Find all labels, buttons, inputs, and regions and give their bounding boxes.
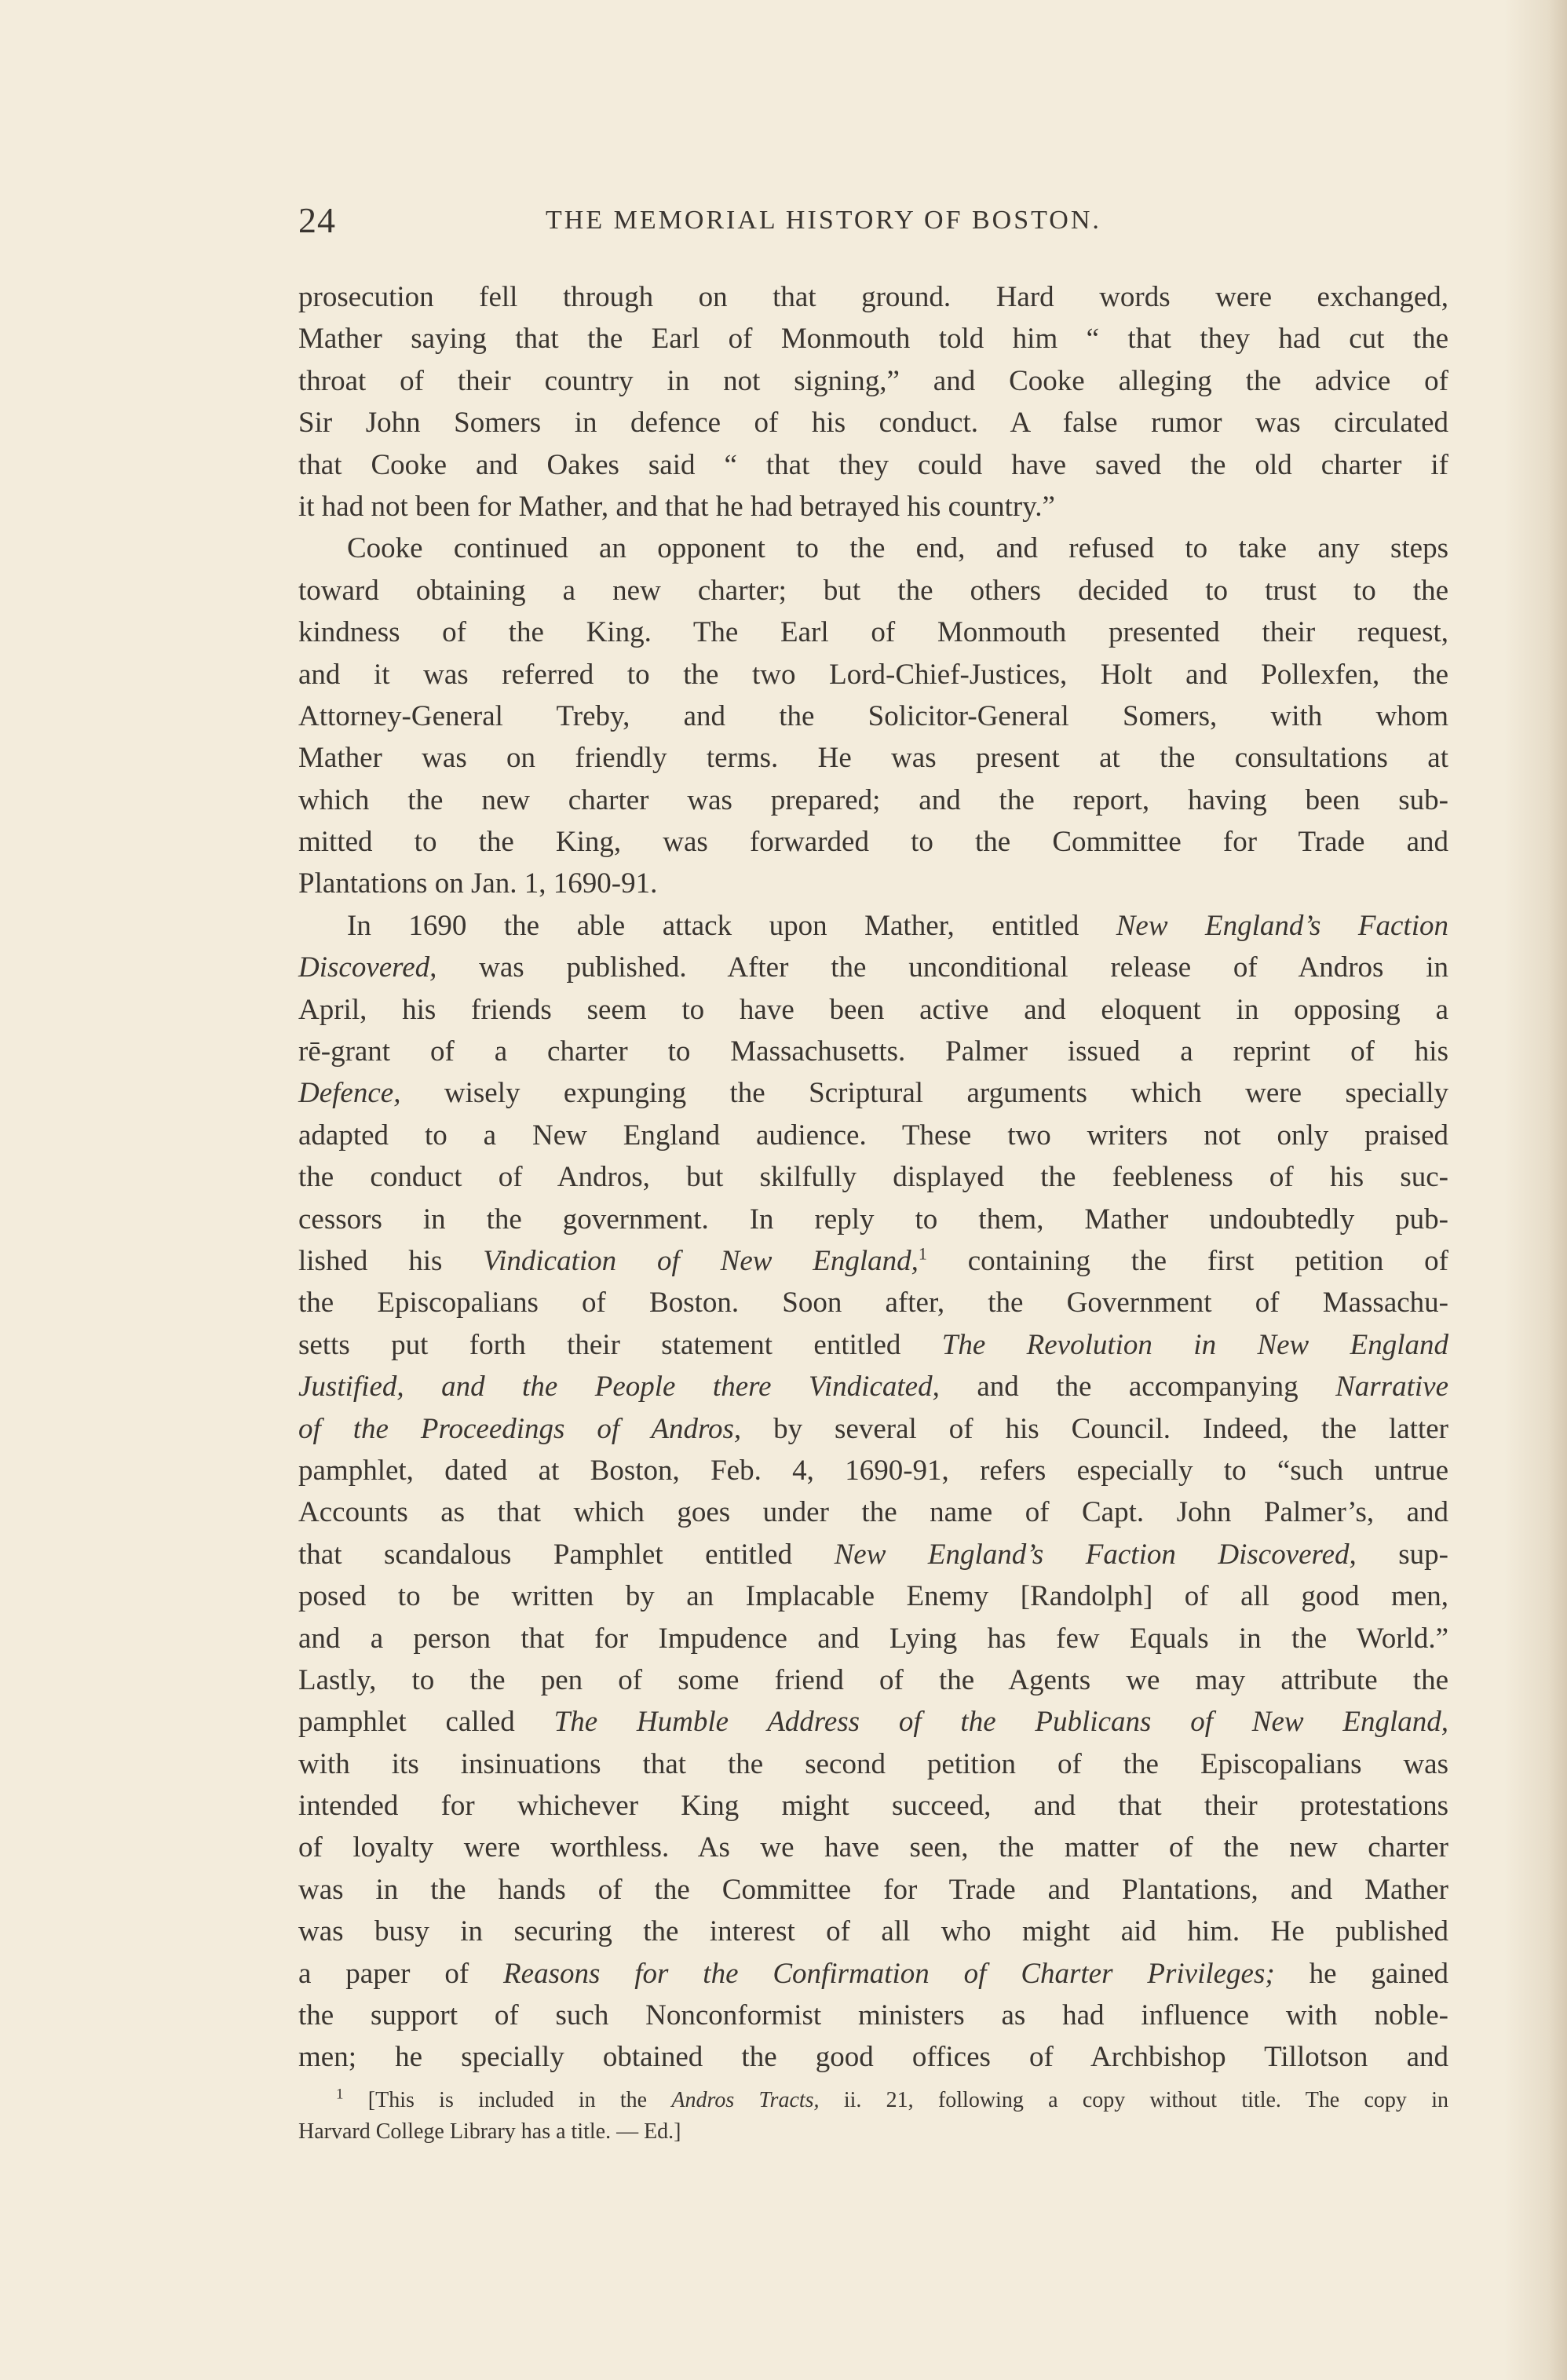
text-line: In 1690 the able attack upon Mather, entitled New England’s Faction bbox=[347, 909, 1448, 942]
text-line: rē-grant of a charter to Massachusetts. Palmer issued a reprint of his bbox=[298, 1035, 1448, 1068]
footnote-marker: 1 bbox=[918, 1243, 927, 1264]
italic-title: The Humble Address of the Publicans of New England, bbox=[553, 1706, 1449, 1739]
text-line: and it was referred to the two Lord-Chief-Justices, Holt and Pollexfen, the bbox=[298, 658, 1448, 691]
text-line: Discovered, was published. After the unconditional release of Andros in bbox=[298, 951, 1448, 984]
text-line: of the Proceedings of Andros, by several of his Council. Indeed, the latter bbox=[298, 1412, 1448, 1445]
text-line: Cooke continued an opponent to the end, and refused to take any steps bbox=[347, 532, 1448, 565]
body-text bbox=[298, 276, 1448, 2079]
text-line: that scandalous Pamphlet entitled New England’s Faction Discovered, sup- bbox=[298, 1538, 1448, 1571]
text-line: Accounts as that which goes under the name of Capt. John Palmer’s, and bbox=[298, 1496, 1448, 1529]
text-line: prosecution fell through on that ground. Hard words were exchanged, bbox=[298, 281, 1448, 313]
text-line: it had not been for Mather, and that he had betrayed his country.” bbox=[298, 490, 1055, 523]
text-line: lished his Vindication of New England,$^1$ containing the first petition of bbox=[298, 1243, 1448, 1277]
page-number: 24 bbox=[298, 200, 336, 240]
text-line: mitted to the King, was forwarded to the Committee for Trade and bbox=[298, 826, 1448, 859]
italic-title: Narrative bbox=[1335, 1371, 1448, 1404]
text-line: adapted to a New England audience. These two writers not only praised bbox=[298, 1119, 1448, 1152]
footnote bbox=[298, 2085, 1448, 2148]
italic-title: of the Proceedings of Andros, bbox=[298, 1412, 742, 1445]
text-line: Sir John Somers in defence of his conduct. A false rumor was circulated bbox=[298, 407, 1448, 440]
text-line: was busy in securing the interest of all who might aid him. He published bbox=[298, 1915, 1448, 1948]
italic-title: Discovered, bbox=[298, 951, 437, 984]
text-line: Attorney-General Treby, and the Solicitor-General Somers, with whom bbox=[298, 699, 1448, 732]
text-line: kindness of the King. The Earl of Monmouth presented their request, bbox=[298, 616, 1448, 649]
footnote-line: Harvard College Library has a title. — Ed.] bbox=[298, 2119, 681, 2144]
text-line: pamphlet, dated at Boston, Feb. 4, 1690-91, refers especially to “such untrue bbox=[298, 1454, 1448, 1487]
text-line: pamphlet called The Humble Address of the Publicans of New England, bbox=[298, 1706, 1449, 1739]
text-line: and a person that for Impudence and Lying has few Equals in the World.” bbox=[298, 1622, 1448, 1655]
text-line: Defence, wisely expunging the Scriptural arguments which were specially bbox=[298, 1077, 1448, 1110]
italic-title: Andros Tracts, bbox=[671, 2088, 820, 2112]
footnote-line: $^1$ [This is included in the Andros Tracts, ii. 21, following a copy without title. The copy in bbox=[336, 2086, 1448, 2112]
text-line: Justified, and the People there Vindicated, and the accompanying Narrative bbox=[298, 1371, 1448, 1404]
text-line: a paper of Reasons for the Confirmation of Charter Privileges; he gained bbox=[298, 1957, 1448, 1990]
text-line: the conduct of Andros, but skilfully displayed the feebleness of his suc- bbox=[298, 1161, 1448, 1194]
italic-title: Reasons for the Confirmation of Charter Privileges; bbox=[503, 1957, 1275, 1990]
text-line: cessors in the government. In reply to them, Mather undoubtedly pub- bbox=[298, 1203, 1448, 1236]
text-line: the Episcopalians of Boston. Soon after, the Government of Massachu- bbox=[298, 1287, 1448, 1320]
footnote-marker: 1 bbox=[336, 2086, 344, 2103]
text-line: toward obtaining a new charter; but the others decided to trust to the bbox=[298, 574, 1448, 607]
italic-title: Vindication of New England, bbox=[483, 1244, 919, 1277]
text-line: which the new charter was prepared; and the report, having been sub- bbox=[298, 783, 1448, 816]
text-line: that Cooke and Oakes said “ that they could have saved the old charter if bbox=[298, 448, 1448, 481]
running-head bbox=[298, 199, 1437, 246]
text-line: Plantations on Jan. 1, 1690-91. bbox=[298, 867, 658, 900]
running-title: THE MEMORIAL HISTORY OF BOSTON. bbox=[546, 206, 1101, 235]
text-line: April, his friends seem to have been active and eloquent in opposing a bbox=[298, 993, 1448, 1026]
text-line: intended for whichever King might succeed, and that their protestations bbox=[298, 1790, 1448, 1823]
page-edge-shadow bbox=[1504, 0, 1567, 2380]
italic-title: The Revolution in New England bbox=[941, 1328, 1448, 1361]
text-line: Lastly, to the pen of some friend of the Agents we may attribute the bbox=[298, 1663, 1448, 1696]
text-line: setts put forth their statement entitled The Revolution in New England bbox=[298, 1328, 1448, 1361]
text-line: the support of such Nonconformist ministers as had influence with noble- bbox=[298, 1999, 1448, 2032]
text-line: of loyalty were worthless. As we have seen, the matter of the new charter bbox=[298, 1831, 1448, 1864]
italic-title: New England’s Faction bbox=[1116, 909, 1448, 942]
italic-title: New England’s Faction Discovered, bbox=[834, 1538, 1357, 1571]
text-line: Mather was on friendly terms. He was present at the consultations at bbox=[298, 742, 1448, 775]
text-line: was in the hands of the Committee for Trade and Plantations, and Mather bbox=[298, 1873, 1448, 1906]
text-line: with its insinuations that the second petition of the Episcopalians was bbox=[298, 1747, 1448, 1780]
italic-title: Justified, and the People there Vindicated, bbox=[298, 1371, 940, 1404]
text-line: posed to be written by an Implacable Enemy [Randolph] of all good men, bbox=[298, 1580, 1448, 1613]
italic-title: Defence, bbox=[298, 1077, 401, 1110]
text-line: throat of their country in not signing,” and Cooke alleging the advice of bbox=[298, 364, 1448, 397]
text-line: men; he specially obtained the good offices of Archbishop Tillotson and bbox=[298, 2041, 1448, 2074]
text-line: Mather saying that the Earl of Monmouth told him “ that they had cut the bbox=[298, 323, 1448, 356]
